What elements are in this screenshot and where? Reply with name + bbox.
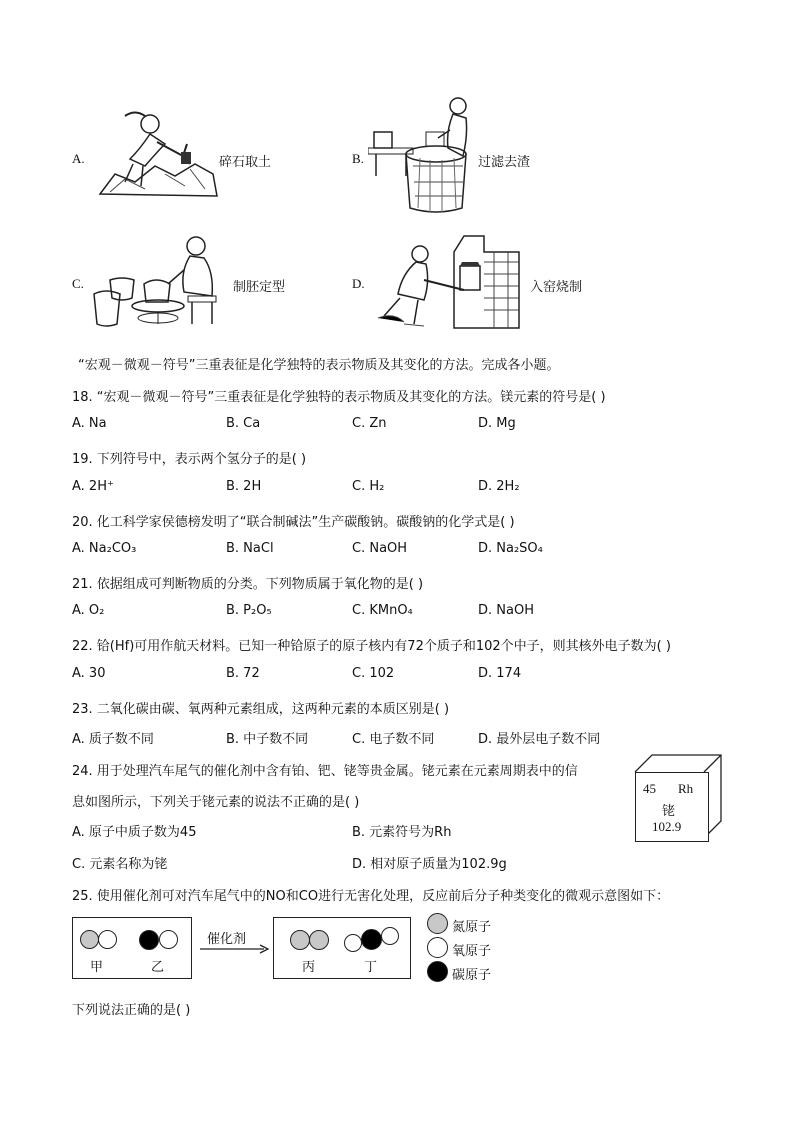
q18-option-d[interactable]: D. Mg xyxy=(478,416,516,431)
question-24-stem-line2: 息如图所示，下列关于铑元素的说法不正确的是( ) xyxy=(72,795,360,810)
q21-option-a[interactable]: A. O₂ xyxy=(72,603,105,618)
q22-option-b[interactable]: B. 72 xyxy=(226,666,260,681)
q22-option-a[interactable]: A. 30 xyxy=(72,666,106,681)
products-box xyxy=(273,917,411,979)
section-intro: “宏观－微观－符号”三重表征是化学独特的表示物质及其变化的方法。完成各小题。 xyxy=(78,358,560,373)
label-yi: 乙 xyxy=(151,960,165,975)
q19-option-d[interactable]: D. 2H₂ xyxy=(478,479,520,494)
question-25-stem: 25. 使用催化剂可对汽车尾气中的NO和CO进行无害化处理，反应前后分子种类变化的微观示意图如下： xyxy=(72,889,670,904)
legend-nitrogen-swatch xyxy=(427,913,448,934)
question-23-stem: 23. 二氧化碳由碳、氧两种元素组成，这两种元素的本质区别是( ) xyxy=(72,702,450,717)
catalyst-label: 催化剂 xyxy=(207,932,247,947)
q18-option-b[interactable]: B. Ca xyxy=(226,416,261,431)
q24-option-c[interactable]: C. 元素名称为铑 xyxy=(72,857,168,872)
carbon-atom xyxy=(139,930,159,950)
oxygen-atom xyxy=(159,930,178,949)
option-c-letter: C. xyxy=(72,276,84,291)
legend-oxygen-swatch xyxy=(427,937,448,958)
q20-option-d[interactable]: D. Na₂SO₄ xyxy=(478,541,543,556)
q21-option-c[interactable]: C. KMnO₄ xyxy=(352,603,413,618)
option-b-letter: B. xyxy=(352,151,364,166)
carbon-atom xyxy=(361,929,382,950)
q20-option-a[interactable]: A. Na₂CO₃ xyxy=(72,541,137,556)
q23-option-a[interactable]: A. 质子数不同 xyxy=(72,732,154,747)
option-d-caption: 入窑烧制 xyxy=(530,280,583,295)
q24-option-d[interactable]: D. 相对原子质量为102.9g xyxy=(352,857,507,872)
element-symbol: Rh xyxy=(678,781,694,796)
nitrogen-atom xyxy=(309,930,329,950)
oxygen-atom xyxy=(344,934,362,952)
label-jia: 甲 xyxy=(90,960,104,975)
q24-option-b[interactable]: B. 元素符号为Rh xyxy=(352,825,452,840)
question-25-prompt: 下列说法正确的是( ) xyxy=(72,1003,191,1018)
question-18-stem: 18. “宏观－微观－符号”三重表征是化学独特的表示物质及其变化的方法。镁元素的符号是( ) xyxy=(72,390,606,405)
q20-option-b[interactable]: B. NaCl xyxy=(226,541,274,556)
question-21-stem: 21. 依据组成可判断物质的分类。下列物质属于氧化物的是( ) xyxy=(72,577,424,592)
question-24-stem: 24. 用于处理汽车尾气的催化剂中含有铂、钯、铑等贵金属。铑元素在元素周期表中的信 xyxy=(72,764,578,779)
option-a-letter: A. xyxy=(72,151,85,166)
q21-option-b[interactable]: B. P₂O₅ xyxy=(226,603,272,618)
q18-option-c[interactable]: C. Zn xyxy=(352,416,387,431)
q23-option-d[interactable]: D. 最外层电子数不同 xyxy=(478,732,601,747)
option-a-caption: 碎石取土 xyxy=(219,155,272,170)
question-22-stem: 22. 铪(Hf)可用作航天材料。已知一种铪原子的原子核内有72个质子和102个中子，则其核外电子数为( ) xyxy=(72,639,671,654)
element-tile-rhodium xyxy=(635,772,709,842)
option-b-caption: 过滤去渣 xyxy=(478,155,531,170)
shaping-illustration xyxy=(92,232,222,332)
label-bing: 丙 xyxy=(302,960,316,975)
legend-nitrogen-label: 氮原子 xyxy=(452,920,492,935)
q24-option-a[interactable]: A. 原子中质子数为45 xyxy=(72,825,197,840)
q19-option-a[interactable]: A. 2H⁺ xyxy=(72,479,114,494)
q23-option-b[interactable]: B. 中子数不同 xyxy=(226,732,309,747)
label-ding: 丁 xyxy=(364,960,378,975)
legend-carbon-label: 碳原子 xyxy=(452,968,492,983)
oxygen-atom xyxy=(381,927,399,945)
option-d-letter: D. xyxy=(352,276,365,291)
q22-option-d[interactable]: D. 174 xyxy=(478,666,522,681)
option-c-caption: 制胚定型 xyxy=(233,280,286,295)
q23-option-c[interactable]: C. 电子数不同 xyxy=(352,732,435,747)
element-name: 铑 xyxy=(662,804,676,819)
atomic-number: 45 xyxy=(643,781,656,796)
q18-option-a[interactable]: A. Na xyxy=(72,416,107,431)
q20-option-c[interactable]: C. NaOH xyxy=(352,541,408,556)
q19-option-c[interactable]: C. H₂ xyxy=(352,479,385,494)
legend-oxygen-label: 氧原子 xyxy=(452,944,492,959)
reactants-box xyxy=(72,917,192,979)
filtering-illustration xyxy=(368,96,478,214)
oxygen-atom xyxy=(98,930,117,949)
kiln-firing-illustration xyxy=(374,232,522,332)
legend-carbon-swatch xyxy=(427,961,448,982)
q22-option-c[interactable]: C. 102 xyxy=(352,666,395,681)
stone-quarrying-illustration xyxy=(95,104,220,199)
q19-option-b[interactable]: B. 2H xyxy=(226,479,262,494)
nitrogen-atom xyxy=(290,930,310,950)
reaction-arrow-icon xyxy=(200,944,270,954)
q21-option-d[interactable]: D. NaOH xyxy=(478,603,534,618)
atomic-mass: 102.9 xyxy=(652,819,682,834)
nitrogen-atom xyxy=(80,930,99,949)
question-19-stem: 19. 下列符号中，表示两个氢分子的是( ) xyxy=(72,452,307,467)
question-20-stem: 20. 化工科学家侯德榜发明了“联合制碱法”生产碳酸钠。碳酸钠的化学式是( ) xyxy=(72,515,515,530)
